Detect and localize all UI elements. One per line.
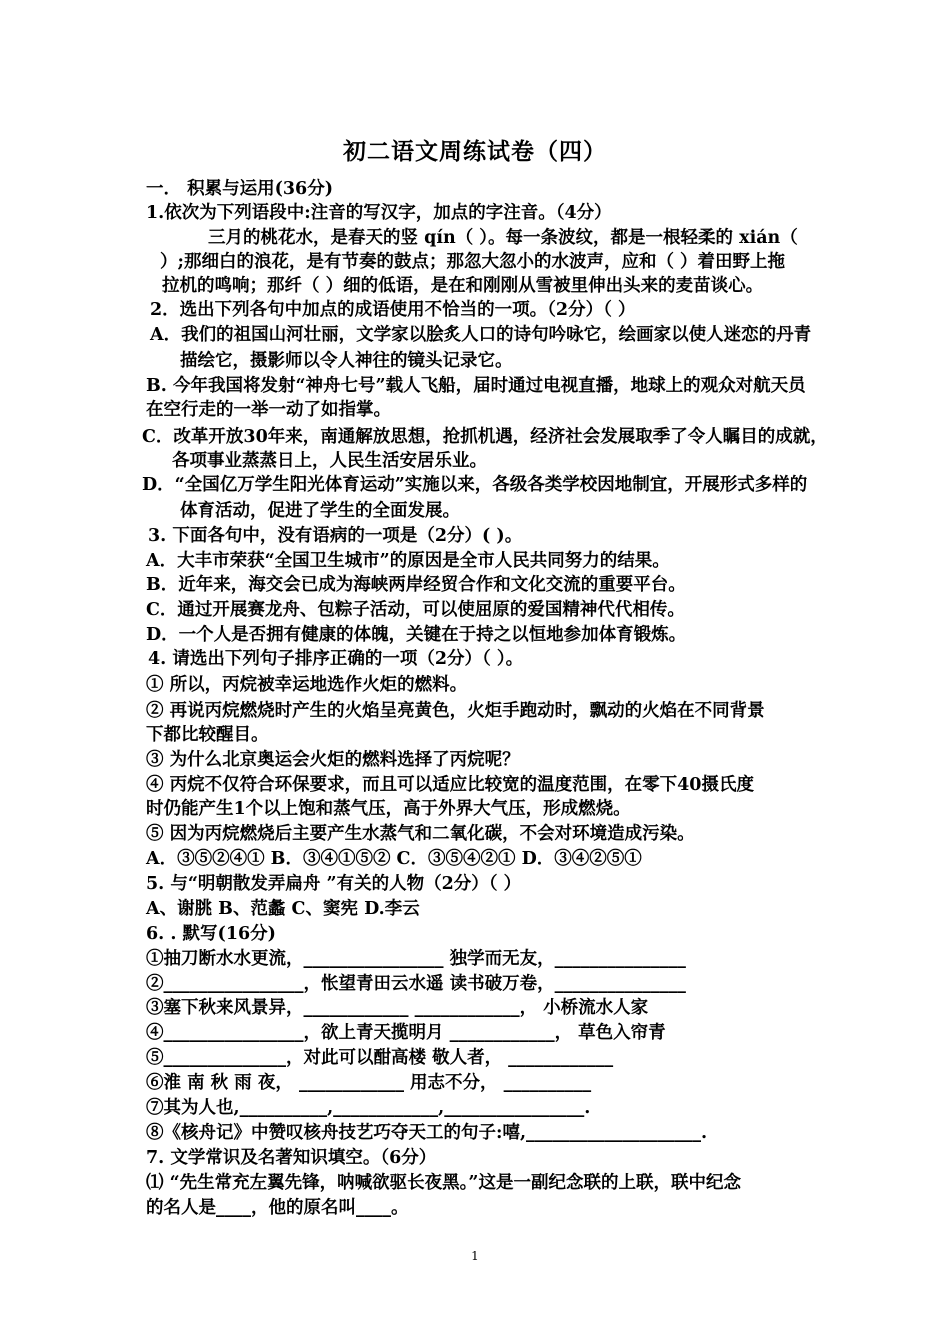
recitation-line: ②________________，怅望青田云水遥 读书破万卷，_______________ <box>146 974 686 994</box>
text-line: 拉机的鸣响；那纤（ ）细的低语，是在和刚刚从雪被里伸出头来的麦苗谈心。 <box>162 276 764 296</box>
sentence-1: ① 所以，丙烷被幸运地选作火炬的燃料。 <box>146 675 468 695</box>
option-b: B. 今年我国将发射“神舟七号”载人飞船，届时通过电视直播，地球上的观众对航天员 <box>146 376 806 396</box>
sentence-2: ② 再说丙烷燃烧时产生的火焰呈亮黄色，火炬手跑动时，飘动的火焰在不同背景 <box>146 701 765 721</box>
text-line: 三月的桃花水，是春天的竖 qín（ ）。每一条波纹，都是一根轻柔的 xián（ <box>208 228 798 248</box>
text-line: ⑴ “先生常充左翼先锋，呐喊欲驱长夜黑。”这是一副纪念联的上联，联中纪念 <box>146 1173 741 1193</box>
question-3: 3. 下面各句中，没有语病的一项是（2分）( )。 <box>148 526 523 546</box>
text-line: 各项事业蒸蒸日上，人民生活安居乐业。 <box>172 451 487 471</box>
text-line: 下都比较醒目。 <box>146 725 269 745</box>
recitation-line: ⑦其为人也,__________,____________,________________. <box>146 1098 591 1118</box>
question-4: 4. 请选出下列句子排序正确的一项（2分）（ ）。 <box>148 649 524 669</box>
option-c: C．通过开展赛龙舟、包粽子活动，可以使屈原的爱国精神代代相传。 <box>146 600 685 620</box>
answer-options: A．③⑤②④① B．③④①⑤② C．③⑤④②① D．③④②⑤① <box>146 849 642 869</box>
sentence-5: ⑤ 因为丙烷燃烧后主要产生水蒸气和二氧化碳，不会对环境造成污染。 <box>146 824 695 844</box>
recitation-line: ③塞下秋来风景异，____________ ____________， 小桥流水人家 <box>146 998 649 1018</box>
question-5: 5. 与“明朝散发弄扁舟 ”有关的人物（2分）（ ） <box>146 874 522 894</box>
recitation-line: ⑥淮 南 秋 雨 夜， ____________ 用志不分， __________ <box>146 1073 592 1093</box>
text-line: 时仍能产生1个以上饱和蒸气压，高于外界大气压，形成燃烧。 <box>146 799 631 819</box>
option-a: A．我们的祖国山河壮丽，文学家以脍炙人口的诗句吟咏它，绘画家以使人迷恋的丹青 <box>150 325 812 345</box>
sentence-3: ③ 为什么北京奥运会火炬的燃料选择了丙烷呢？ <box>146 750 520 770</box>
option-d: D．一个人是否拥有健康的体魄，关键在于持之以恒地参加体育锻炼。 <box>146 625 687 645</box>
text-line: 的名人是____，他的原名叫____。 <box>146 1198 409 1218</box>
sentence-4: ④ 丙烷不仅符合环保要求，而且可以适应比较宽的温度范围，在零下40摄氏度 <box>146 775 754 795</box>
answer-options: A、谢朓 B、范蠡 C、窦宪 D.李云 <box>146 899 420 919</box>
option-d: D．“全国亿万学生阳光体育运动”实施以来，各级各类学校因地制宜，开展形式多样的 <box>142 475 808 495</box>
section-heading: 一． 积累与运用(36分) <box>146 179 334 199</box>
recitation-line: ④________________，欲上青天揽明月 ____________， 草色入帘青 <box>146 1023 666 1043</box>
recitation-line: ⑧《核舟记》中赞叹核舟技艺巧夺天工的句子:嘻,____________________. <box>146 1123 708 1143</box>
option-c: C．改革开放30年来，南通解放思想，抢抓机遇，经济社会发展取季了令人瞩目的成就， <box>142 427 828 447</box>
text-line: ）;那细白的浪花，是有节奏的鼓点；那忽大忽小的水波声，应和（ ）着田野上拖 <box>160 252 786 272</box>
page-title: 初二语文周练试卷（四） <box>343 138 607 165</box>
question-1: 1.依次为下列语段中:注音的写汉字，加点的字注音。（4分） <box>146 203 612 223</box>
recitation-line: ⑤______________，对此可以酣高楼 敬人者， ____________ <box>146 1048 614 1068</box>
question-2: 2．选出下列各句中加点的成语使用不恰当的一项。（2分）（ ） <box>150 300 636 320</box>
question-6: 6. . 默写(16分) <box>146 924 276 944</box>
page-number: 1 <box>471 1249 479 1263</box>
text-line: 体育活动，促进了学生的全面发展。 <box>180 501 460 521</box>
text-line: 描绘它，摄影师以令人神往的镜头记录它。 <box>180 351 513 371</box>
recitation-line: ①抽刀断水水更流，________________ 独学而无友，_______________ <box>146 949 686 969</box>
question-7: 7. 文学常识及名著知识填空。（6分） <box>146 1148 437 1168</box>
option-b: B．近年来，海交会已成为海峡两岸经贸合作和文化交流的重要平台。 <box>146 575 686 595</box>
option-a: A．大丰市荣获“全国卫生城市”的原因是全市人民共同努力的结果。 <box>146 551 670 571</box>
text-line: 在空行走的一举一动了如指掌。 <box>146 400 391 420</box>
